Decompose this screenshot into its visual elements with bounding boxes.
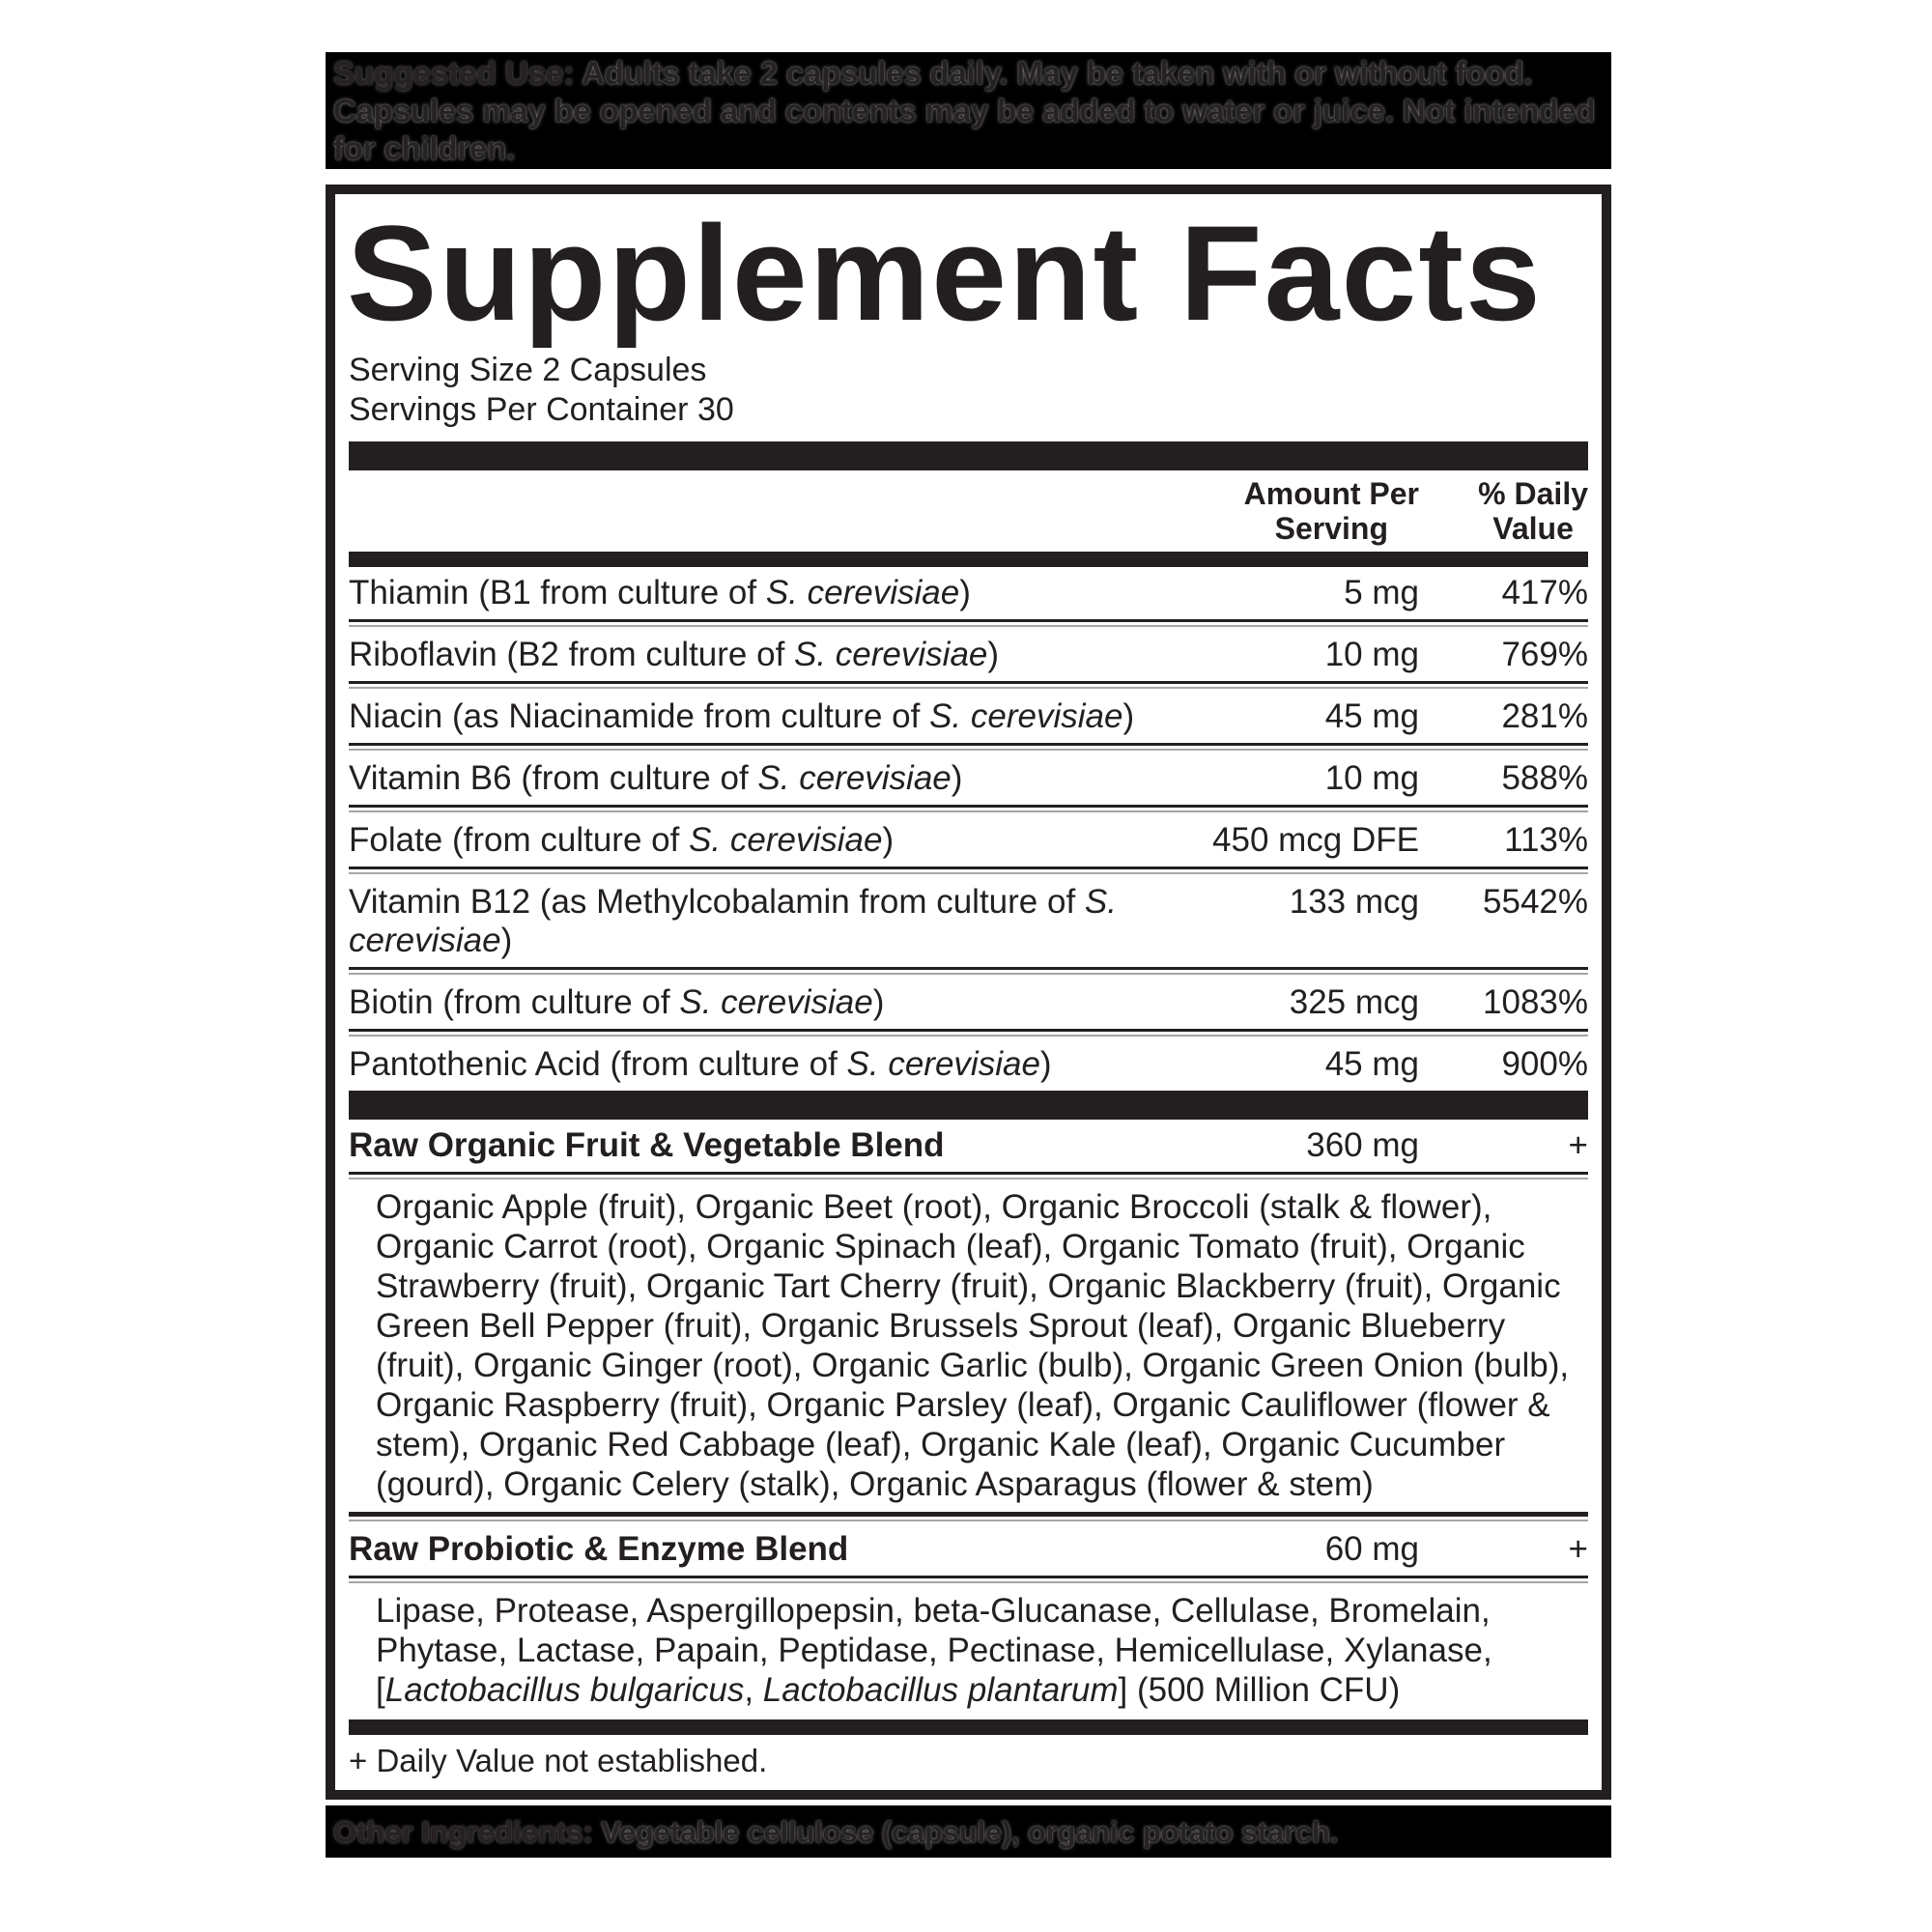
blend-daily-value: + [1568, 1126, 1588, 1164]
nutrient-name: Riboflavin (B2 from culture of S. cerevisiae) [349, 636, 1000, 673]
column-header-row [349, 470, 1588, 552]
row-separator [349, 805, 1588, 814]
row-separator [349, 967, 1588, 977]
nutrient-daily-value: 281% [1501, 697, 1588, 735]
row-separator [349, 1172, 1588, 1181]
row-separator [349, 681, 1588, 691]
nutrient-name: Thiamin (B1 from culture of S. cerevisiae) [349, 574, 971, 611]
nutrient-daily-value: 417% [1501, 574, 1588, 611]
blend-sections [349, 1120, 1588, 1718]
blend-amount: 360 mg [1306, 1126, 1419, 1164]
row-separator [349, 1029, 1588, 1038]
blend-section [349, 1120, 1588, 1512]
other-ingredients-strip [326, 1805, 1611, 1858]
blend-ingredients: Organic Apple (fruit), Organic Beet (root), Organic Broccoli (stalk & flower), Organic Carrot (root), Organic Spinach (leaf), Organic Tomato (fruit), Organic Strawberry (fruit), Organic Tart Cherry (fruit), Organic Blackberry (fruit), Organic Green Bell Pepper (fruit), Organic Brussels Sprout (leaf), Organic Blueberry (fruit), Organic Ginger (root), Organic Garlic (bulb), Organic Green Onion (bulb), Organic Raspberry (fruit), Organic Parsley (leaf), Organic Cauliflower (flower & stem), Organic Red Cabbage (leaf), Organic Kale (leaf), Organic Cucumber (gourd), Organic Celery (stalk), Organic Asparagus (flower & stem) [376, 1188, 1570, 1503]
column-header-amount: Amount Per Serving [1243, 476, 1419, 546]
nutrient-row [349, 629, 1588, 681]
nutrient-name: Vitamin B6 (from culture of S. cerevisiae) [349, 759, 963, 797]
nutrient-row [349, 876, 1588, 967]
blend-daily-value: + [1568, 1530, 1588, 1568]
divider-bar-thick [349, 441, 1588, 470]
blend-name: Raw Organic Fruit & Vegetable Blend [349, 1126, 945, 1164]
nutrient-daily-value: 5542% [1483, 883, 1588, 921]
divider-bar-thick [349, 1091, 1588, 1120]
nutrient-daily-value: 113% [1504, 821, 1588, 859]
suggested-use-strip [326, 52, 1611, 169]
row-separator [349, 743, 1588, 753]
row-separator [349, 867, 1588, 876]
daily-value-footnote: + Daily Value not established. [349, 1743, 768, 1778]
blend-header-row [349, 1120, 1588, 1172]
blend-ingredients: Lipase, Protease, Aspergillopepsin, beta-Glucanase, Cellulase, Bromelain, Phytase, Lactase, Papain, Peptidase, Pectinase, Hemicellulase, Xylanase, [Lactobacillus bulgaricus, Lactobacillus plantarum] (500 Million CFU) [376, 1592, 1492, 1709]
nutrient-amount: 45 mg [1324, 1045, 1419, 1083]
nutrient-daily-value: 1083% [1483, 983, 1588, 1021]
nutrient-name: Pantothenic Acid (from culture of S. cerevisiae) [349, 1045, 1052, 1083]
panel-title: Supplement Facts [347, 197, 1543, 349]
nutrient-name: Folate (from culture of S. cerevisiae) [349, 821, 895, 859]
nutrient-daily-value: 900% [1501, 1045, 1588, 1083]
spacer [326, 169, 1611, 185]
nutrient-table [349, 567, 1588, 1091]
nutrient-name: Vitamin B12 (as Methylcobalamin from culture of S. cerevisiae) [349, 883, 1117, 959]
divider-bar-thin [349, 1719, 1588, 1735]
nutrient-amount: 5 mg [1344, 574, 1419, 611]
column-header-daily-value: % Daily Value [1478, 476, 1588, 546]
serving-size: Serving Size 2 Capsules [349, 352, 707, 388]
blend-amount: 60 mg [1324, 1530, 1419, 1568]
nutrient-daily-value: 769% [1501, 636, 1588, 673]
nutrient-row [349, 814, 1588, 867]
supplement-facts-panel [326, 185, 1611, 1800]
row-separator [349, 619, 1588, 629]
nutrient-row [349, 567, 1588, 619]
blend-section [349, 1523, 1588, 1718]
suggested-use-text: Adults take 2 capsules daily. May be taken with or without food. Capsules may be opened and contents may be added to water or juice. Not intended for children. [333, 55, 1596, 166]
blend-separator [349, 1512, 1588, 1523]
nutrient-amount: 10 mg [1324, 636, 1419, 673]
other-ingredients-text: Vegetable cellulose (capsule), organic potato starch. [592, 1815, 1339, 1849]
nutrient-row [349, 977, 1588, 1029]
servings-per-container: Servings Per Container 30 [349, 391, 734, 428]
nutrient-name: Niacin (as Niacinamide from culture of S. cerevisiae) [349, 697, 1135, 735]
nutrient-row [349, 691, 1588, 743]
blend-name: Raw Probiotic & Enzyme Blend [349, 1530, 849, 1568]
row-separator [349, 1576, 1588, 1585]
nutrient-name: Biotin (from culture of S. cerevisiae) [349, 983, 885, 1021]
suggested-use-label: Suggested Use: [333, 55, 575, 91]
nutrient-amount: 45 mg [1324, 697, 1419, 735]
nutrient-amount: 450 mcg DFE [1212, 821, 1419, 859]
nutrient-daily-value: 588% [1501, 759, 1588, 797]
other-ingredients-label: Other Ingredients: [333, 1815, 593, 1849]
nutrient-row [349, 753, 1588, 805]
nutrient-amount: 133 mcg [1289, 883, 1419, 921]
supplement-label [326, 52, 1611, 1858]
divider-bar-thin [349, 552, 1588, 567]
nutrient-amount: 325 mcg [1289, 983, 1419, 1021]
nutrient-row [349, 1038, 1588, 1091]
nutrient-amount: 10 mg [1324, 759, 1419, 797]
blend-header-row [349, 1523, 1588, 1576]
